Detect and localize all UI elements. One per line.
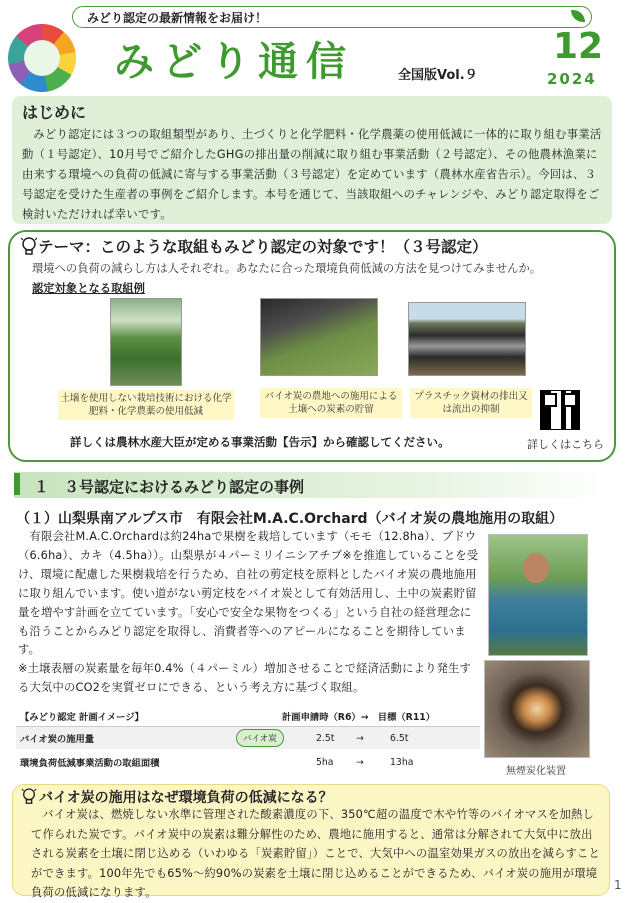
plan-period: 計画申請時（R6）→ 目標（R11） bbox=[282, 711, 436, 723]
intro-body: みどり認定には３つの取組類型があり、土づくりと化学肥料・化学農薬の使用低減に一体的に取り組む事業活動（１号認定）、10月号でご紹介したGHGの排出量の削減に取り組む事業活動（２号認定）、その他農林漁業に由来する環境への負荷の低減に寄与する事業活動（３号認定）を定めています（農林水産省告示）。今回は、３号認定を受けた生産者の事例をご紹介します。本号を通じて、当該取組へのチャレンジや、みどり認定取得をご検討いただければ幸いです。 bbox=[22, 128, 602, 221]
intro-heading: はじめに bbox=[22, 103, 87, 122]
plan-heading: 【みどり認定 計画イメージ】 bbox=[20, 711, 144, 723]
theme-title: テーマ：このような取組もみどり認定の対象です！（３号認定） bbox=[38, 238, 488, 256]
greenhouse-photo bbox=[110, 298, 182, 386]
case-note: ※土壌表層の炭素量を毎年0.4%（４パーミル）増加させることで経済活動により発生する大気中のCO2を実質ゼロにできる、という考え方に基づく取組。 bbox=[18, 662, 472, 695]
farmer-photo bbox=[488, 534, 588, 656]
arrow-icon: → bbox=[356, 732, 364, 744]
newsletter-tagline bbox=[72, 6, 592, 28]
plan-header-row bbox=[16, 705, 480, 727]
value-from: 5ha bbox=[316, 756, 334, 768]
logo-center bbox=[24, 40, 60, 76]
bottom-body: バイオ炭は、燃焼しない水準に管理された酸素濃度の下、350℃超の温度で木や竹等のバイオマスを加熱して作られた炭です。バイオ炭中の炭素は難分解性のため、農地に施用すると、通常は分解されて大気中に放出される炭素を土壌に閉じ込める（いわゆる「炭素貯留」）ことで、大気中への温室効果ガスの放出を減らすことができます。100年先でも65%～約90%の炭素を土壌に閉じ込めることができるため、バイオ炭の施用が環境負荷の低減になります。 bbox=[31, 808, 600, 899]
bottom-title: バイオ炭の施用はなぜ環境負荷の低減になる？ bbox=[39, 790, 333, 806]
tagline-text: みどり認定の最新情報をお届け！ bbox=[87, 10, 268, 25]
value-from: 2.5t bbox=[316, 732, 335, 744]
example-caption: バイオ炭の農地への施用による土壌への炭素の貯留 bbox=[260, 388, 402, 418]
plastic-mulch-photo bbox=[408, 302, 526, 376]
section-title: １ ３号認定におけるみどり認定の事例 bbox=[34, 478, 305, 496]
theme-footer: 詳しくは農林水産大臣が定める事業活動【告示】から確認してください。 bbox=[70, 435, 450, 449]
issue-number: 12 bbox=[553, 26, 604, 67]
lightbulb-icon bbox=[20, 236, 38, 258]
qr-label: 詳しくはこちら bbox=[527, 438, 604, 451]
farmer-face bbox=[523, 553, 549, 583]
kiln-photo bbox=[484, 660, 590, 758]
biochar-photo bbox=[260, 298, 378, 376]
case-body bbox=[18, 528, 482, 698]
theme-box bbox=[8, 230, 616, 462]
plan-table bbox=[16, 705, 480, 777]
row-label: 環境負荷低減事業活動の取組面積 bbox=[20, 758, 160, 769]
leaf-icon bbox=[571, 10, 585, 22]
value-to: 13ha bbox=[390, 756, 414, 768]
bottom-info-box bbox=[12, 784, 610, 899]
page-number: 1 bbox=[614, 878, 622, 892]
intro-box bbox=[12, 96, 612, 224]
table-row bbox=[16, 727, 480, 749]
newsletter-title: みどり通信 bbox=[114, 39, 354, 85]
value-to: 6.5t bbox=[390, 732, 409, 744]
arrow-icon: → bbox=[356, 756, 364, 768]
kiln-caption: 無煙炭化装置 bbox=[506, 766, 566, 777]
section-bar bbox=[14, 473, 20, 495]
issue-year: 2024 bbox=[547, 70, 597, 88]
example-caption: 土壌を使用しない栽培技術における化学肥料・化学農薬の使用低減 bbox=[58, 390, 234, 420]
example-caption: プラスチック資材の排出又は流出の抑制 bbox=[410, 388, 532, 418]
theme-subtitle: 環境への負荷の減らし方は人それぞれ。あなたに合った環境負荷低減の方法を見つけてみませんか。 bbox=[32, 262, 542, 275]
case-paragraph: 有限会社M.A.C.Orchardは約24haで果樹を栽培しています（モモ（12.8ha）、ブドウ（6.6ha）、カキ（4.5ha））。山梨県が４パーミリイニシアチブ※を推進していることを受け、環境に配慮した果樹栽培を行うため、自社の剪定枝を原料としたバイオ炭の農地施用に取り組んでいます。使い道がない剪定枝をバイオ炭として有効活用し、土中の炭素貯留量を増やす計画を立てています。「安心で安全な果物をつくる」という自社の経営理念にも沿うことからみどり認定を取得し、消費者等へのアピールになることを期待しています。 bbox=[18, 530, 479, 657]
biochar-tag: バイオ炭 bbox=[236, 729, 284, 747]
edition-label: 全国版Vol.９ bbox=[398, 68, 478, 83]
lightbulb-icon bbox=[21, 787, 37, 807]
midori-logo bbox=[8, 24, 76, 92]
examples-heading: 認定対象となる取組例 bbox=[32, 282, 145, 295]
qr-code[interactable] bbox=[540, 390, 580, 430]
table-row bbox=[16, 751, 480, 773]
row-label: バイオ炭の施用量 bbox=[20, 734, 95, 745]
case-title: （１）山梨県南アルプス市 有限会社M.A.C.Orchard（バイオ炭の農地施用の取組） bbox=[16, 511, 564, 527]
